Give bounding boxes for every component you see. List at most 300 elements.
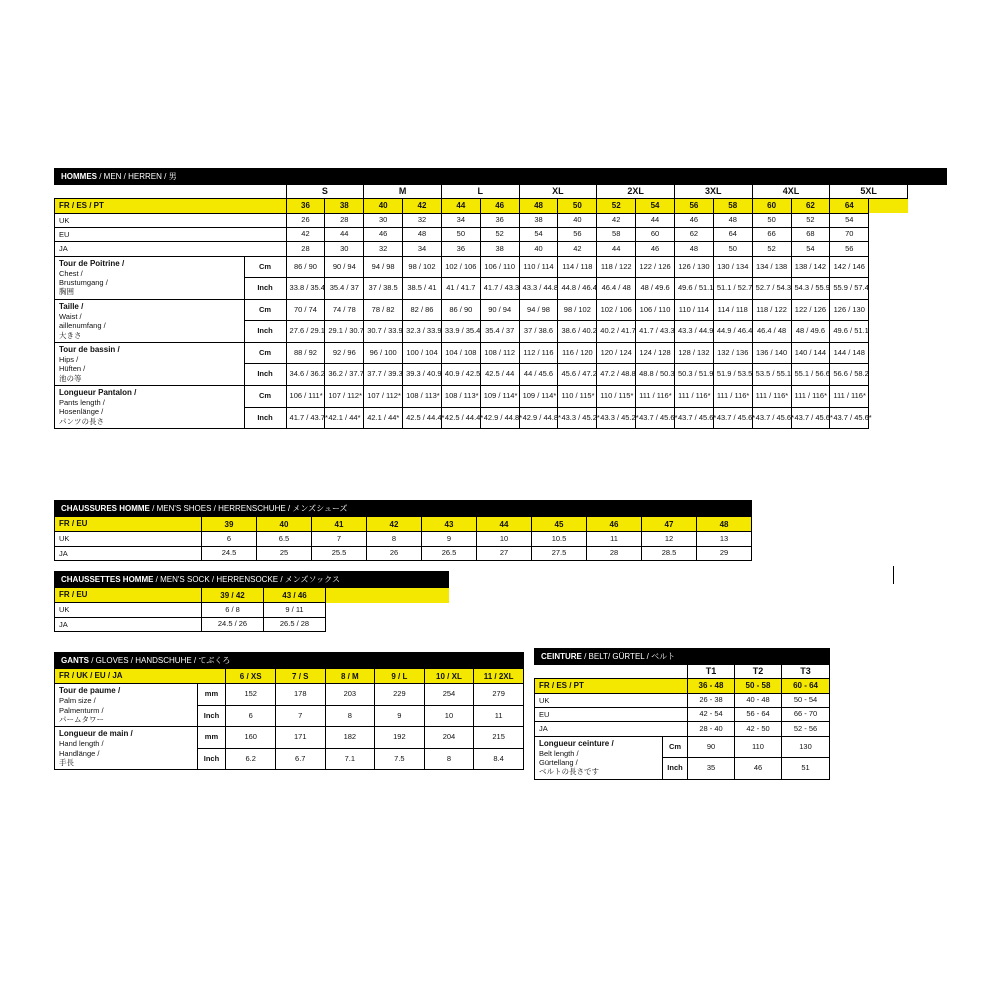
men-measure-hips-cm (55, 342, 947, 364)
cell: 58 (597, 227, 636, 241)
cell: 30 (325, 242, 364, 256)
cell: 43.3 / 44.8 (519, 278, 558, 300)
label-line: Palmenturm / (59, 705, 104, 715)
cell: 8 (367, 532, 422, 546)
unit-inch: Inch (244, 364, 286, 386)
cell: 107 / 112* (325, 386, 364, 408)
label-line: 池の等 (59, 373, 82, 383)
label-line: Brustumgang / (59, 278, 108, 288)
unit-cm: Cm (244, 386, 286, 408)
cell: 11 / 2XL (474, 669, 524, 684)
cell: 106 / 111* (286, 386, 325, 408)
cell: 6 (226, 705, 276, 727)
mens-shoes-table-block (54, 500, 751, 561)
cell: 54 (519, 227, 558, 241)
belt-table (534, 648, 830, 780)
cell: 9 (422, 532, 477, 546)
men-header-cell (55, 169, 947, 185)
cell: 122 / 126 (636, 256, 675, 278)
cell: 106 / 110 (636, 299, 675, 321)
cell: 111 / 116* (674, 386, 713, 408)
size-group-4xl: 4XL (752, 185, 830, 198)
spacer (869, 242, 908, 256)
cell: 56 - 64 (735, 707, 782, 721)
measure-label-hips (55, 342, 245, 385)
label-line: Taille / (59, 301, 84, 311)
cell: 37.7 / 39.3 (364, 364, 403, 386)
cell: 110 / 115* (597, 386, 636, 408)
men-measure-waist-cm (55, 299, 947, 321)
spacer (326, 588, 449, 603)
gloves-table (54, 652, 524, 770)
cell: 42.5 / 44 (480, 364, 519, 386)
cell: 10.5 (532, 532, 587, 546)
cell: 25 (257, 546, 312, 560)
cell: 55.1 / 56.6 (791, 364, 830, 386)
spacer (869, 278, 908, 300)
belt-row-ja (535, 722, 830, 736)
cell: 50 (558, 198, 597, 213)
cell: 51 (782, 758, 830, 780)
stray-mark (893, 566, 894, 584)
cell: 66 (752, 227, 791, 241)
cell: 41 (312, 517, 367, 532)
cell: 7 (275, 705, 325, 727)
men-header-band (55, 169, 947, 185)
cell: 42.5 / 44.4* (441, 407, 480, 429)
cell: 86 / 90 (286, 256, 325, 278)
cell: 36 (480, 213, 519, 227)
cell: 132 / 136 (713, 342, 752, 364)
belt-row-uk (535, 693, 830, 707)
men-size-group-row (55, 185, 947, 198)
size-group-xl: XL (519, 185, 597, 198)
cell: 6 / 8 (202, 603, 264, 617)
cell: 134 / 138 (752, 256, 791, 278)
cell: 52 (597, 198, 636, 213)
cell: 8.4 (474, 748, 524, 770)
cell: 54 (791, 242, 830, 256)
cell: 44 (477, 517, 532, 532)
cell: 42.1 / 44* (364, 407, 403, 429)
cell: 28 (286, 242, 325, 256)
gloves-title-rest: / GLOVES / HANDSCHUHE / てぶくろ (89, 656, 231, 665)
cell: 43.7 / 45.6* (791, 407, 830, 429)
men-size-table (54, 168, 947, 429)
row-label: FR / EU (55, 588, 202, 603)
cell: 42.9 / 44.8* (480, 407, 519, 429)
belt-tier-t2: T2 (735, 665, 782, 678)
cell: 38 (519, 213, 558, 227)
cell: 26 (367, 546, 422, 560)
cell: 107 / 112* (364, 386, 403, 408)
cell: 128 / 132 (674, 342, 713, 364)
cell: 111 / 116* (636, 386, 675, 408)
cell: 40 (257, 517, 312, 532)
cell: 42 (367, 517, 422, 532)
shoes-row-uk (55, 532, 752, 546)
cell: 192 (375, 727, 425, 749)
cell: 41 / 41.7 (441, 278, 480, 300)
cell: 42.5 / 44.4* (403, 407, 442, 429)
cell: 48 (697, 517, 752, 532)
cell: 40.9 / 42.5 (441, 364, 480, 386)
cell: 92 / 96 (325, 342, 364, 364)
cell: 40 (364, 198, 403, 213)
unit-inch: Inch (197, 748, 226, 770)
cell: 46 (480, 198, 519, 213)
cell: 7.1 (325, 748, 375, 770)
gloves-title-fr: GANTS (61, 656, 89, 665)
unit-inch: Inch (663, 758, 688, 780)
cell: 6.5 (257, 532, 312, 546)
spacer (326, 617, 449, 631)
cell: 42 (403, 198, 442, 213)
belt-title-fr: CEINTURE (541, 652, 582, 661)
cell: 28 (325, 213, 364, 227)
socks-header-band (55, 572, 449, 588)
measure-label-belt-length (535, 736, 663, 779)
cell: 102 / 106 (597, 299, 636, 321)
spacer (869, 321, 908, 343)
cell: 43 (422, 517, 477, 532)
belt-tier-t1: T1 (688, 665, 735, 678)
cell: 48 (713, 213, 752, 227)
cell: 130 / 134 (713, 256, 752, 278)
cell: 96 / 100 (364, 342, 403, 364)
cell: 104 / 108 (441, 342, 480, 364)
row-label: UK (55, 603, 202, 617)
cell: 108 / 113* (403, 386, 442, 408)
cell: 34 (441, 213, 480, 227)
cell: 26.5 / 28 (264, 617, 326, 631)
label-line: Hips / (59, 354, 79, 364)
cell: 50 - 58 (735, 678, 782, 693)
cell: 50.3 / 51.9 (674, 364, 713, 386)
men-title-fr: HOMMES (61, 172, 97, 181)
cell: 52 (791, 213, 830, 227)
cell: 43.7 / 45.6* (830, 407, 869, 429)
cell: 44.8 / 46.4 (558, 278, 597, 300)
cell: 44 (441, 198, 480, 213)
cell: 34.6 / 36.2 (286, 364, 325, 386)
cell: 90 (688, 736, 735, 758)
spacer (244, 185, 286, 198)
socks-row-ja (55, 617, 449, 631)
cell: 7 / S (275, 669, 325, 684)
cell: 36.2 / 37.7 (325, 364, 364, 386)
cell: 7.5 (375, 748, 425, 770)
gloves-header-band (55, 653, 524, 669)
cell: 110 (735, 736, 782, 758)
spacer (869, 227, 908, 241)
belt-title-rest: / BELT/ GÜRTEL / ベルト (581, 652, 676, 661)
cell: 37 / 38.6 (519, 321, 558, 343)
shoes-header-band (55, 501, 752, 517)
label-line: Handlänge / (59, 748, 100, 758)
gloves-table-block (54, 652, 524, 770)
cell: 62 (674, 227, 713, 241)
cell: 70 (830, 227, 869, 241)
cell: 46 (364, 227, 403, 241)
men-row-ja (55, 242, 947, 256)
spacer (908, 185, 947, 198)
cell: 52 (480, 227, 519, 241)
spacer (55, 185, 245, 198)
cell: 53.5 / 55.1 (752, 364, 791, 386)
gloves-size-row (55, 669, 524, 684)
gloves-hand-mm (55, 727, 524, 749)
men-measure-pants-cm (55, 386, 947, 408)
men-size-table-block (54, 168, 947, 429)
cell: 48.8 / 50.3 (636, 364, 675, 386)
cell: 11 (587, 532, 642, 546)
spacer (869, 213, 908, 227)
cell: 44 (597, 242, 636, 256)
spacer (869, 198, 908, 213)
row-label: UK (55, 532, 202, 546)
cell: 126 / 130 (674, 256, 713, 278)
shoes-title-fr: CHAUSSURES HOMME (61, 504, 150, 513)
cell: 62 (791, 198, 830, 213)
cell: 43.7 / 45.6* (752, 407, 791, 429)
cell: 38 (480, 242, 519, 256)
cell: 111 / 116* (791, 386, 830, 408)
cell: 48 (674, 242, 713, 256)
cell: 98 / 102 (558, 299, 597, 321)
cell: 39 / 42 (202, 588, 264, 603)
cell: 88 / 92 (286, 342, 325, 364)
cell: 106 / 110 (480, 256, 519, 278)
size-group-m: M (364, 185, 442, 198)
cell: 51.9 / 53.5 (713, 364, 752, 386)
cell: 46 (587, 517, 642, 532)
cell: 60 (636, 227, 675, 241)
men-row-eu (55, 227, 947, 241)
cell: 114 / 118 (713, 299, 752, 321)
cell: 90 / 94 (325, 256, 364, 278)
cell: 10 / XL (424, 669, 474, 684)
gloves-palm-mm (55, 684, 524, 706)
unit-inch: Inch (197, 705, 226, 727)
cell: 39.3 / 40.9 (403, 364, 442, 386)
mens-socks-table (54, 571, 449, 632)
cell: 43 / 46 (264, 588, 326, 603)
cell: 27 (477, 546, 532, 560)
cell: 50 (441, 227, 480, 241)
spacer (663, 665, 688, 678)
cell: 27.6 / 29.1 (286, 321, 325, 343)
cell: 46.4 / 48 (597, 278, 636, 300)
cell: 38.6 / 40.2 (558, 321, 597, 343)
cell: 35.4 / 37 (325, 278, 364, 300)
row-label: UK (55, 213, 287, 227)
cell: 50 - 54 (782, 693, 830, 707)
spacer (869, 364, 908, 386)
label-line: Longueur de main / (59, 729, 133, 739)
row-label: FR / UK / EU / JA (55, 669, 226, 684)
cell: 56.6 / 58.2 (830, 364, 869, 386)
label-line: Tour de paume / (59, 686, 121, 696)
row-label: FR / EU (55, 517, 202, 532)
cell: 8 (325, 705, 375, 727)
socks-header-cell (55, 572, 449, 588)
cell: 12 (642, 532, 697, 546)
cell: 9 / L (375, 669, 425, 684)
label-line: Pants length / (59, 398, 105, 408)
belt-tier-row (535, 665, 830, 678)
unit-inch: Inch (244, 321, 286, 343)
row-label: UK (535, 693, 688, 707)
cell: 26 (286, 213, 325, 227)
cell: 124 / 128 (636, 342, 675, 364)
cell: 94 / 98 (519, 299, 558, 321)
cell: 114 / 118 (558, 256, 597, 278)
cell: 40 - 48 (735, 693, 782, 707)
cell: 56 (558, 227, 597, 241)
cell: 51.1 / 52.7 (713, 278, 752, 300)
cell: 45 (532, 517, 587, 532)
spacer (535, 665, 663, 678)
belt-tier-t3: T3 (782, 665, 830, 678)
cell: 108 / 113* (441, 386, 480, 408)
label-line: パンツの長さ (59, 416, 104, 426)
label-line: 胸囲 (59, 287, 74, 297)
cell: 40.2 / 41.7 (597, 321, 636, 343)
measure-label-palm-size (55, 684, 198, 727)
cell: 100 / 104 (403, 342, 442, 364)
cell: 136 / 140 (752, 342, 791, 364)
cell: 122 / 126 (791, 299, 830, 321)
cell: 142 / 146 (830, 256, 869, 278)
unit-cm: Cm (244, 299, 286, 321)
cell: 116 / 120 (558, 342, 597, 364)
cell: 171 (275, 727, 325, 749)
cell: 44 / 45.6 (519, 364, 558, 386)
cell: 48 (519, 198, 558, 213)
cell: 229 (375, 684, 425, 706)
row-label: FR / ES / PT (55, 198, 287, 213)
cell: 46 (636, 242, 675, 256)
label-line: Belt length / (539, 748, 579, 758)
socks-title-fr: CHAUSSETTES HOMME (61, 575, 154, 584)
cell: 28.5 (642, 546, 697, 560)
row-label: JA (535, 722, 688, 736)
unit-mm: mm (197, 684, 226, 706)
cell: 6 / XS (226, 669, 276, 684)
measure-label-waist (55, 299, 245, 342)
cell: 144 / 148 (830, 342, 869, 364)
cell: 24.5 / 26 (202, 617, 264, 631)
cell: 36 (286, 198, 325, 213)
cell: 35 (688, 758, 735, 780)
cell: 44.9 / 46.4 (713, 321, 752, 343)
cell: 42 (597, 213, 636, 227)
label-line: Gürtellang / (539, 758, 578, 768)
cell: 24.5 (202, 546, 257, 560)
belt-header-cell (535, 649, 830, 665)
cell: 279 (474, 684, 524, 706)
cell: 45.6 / 47.2 (558, 364, 597, 386)
cell: 90 / 94 (480, 299, 519, 321)
cell: 98 / 102 (403, 256, 442, 278)
cell: 29 (697, 546, 752, 560)
cell: 9 / 11 (264, 603, 326, 617)
cell: 8 / M (325, 669, 375, 684)
cell: 43.7 / 45.6* (713, 407, 752, 429)
cell: 6.2 (226, 748, 276, 770)
cell: 160 (226, 727, 276, 749)
cell: 60 (752, 198, 791, 213)
label-line: Chest / (59, 268, 83, 278)
cell: 37 / 38.5 (364, 278, 403, 300)
cell: 39 (202, 517, 257, 532)
cell: 94 / 98 (364, 256, 403, 278)
cell: 42 - 50 (735, 722, 782, 736)
cell: 47.2 / 48.8 (597, 364, 636, 386)
cell: 27.5 (532, 546, 587, 560)
cell: 8 (424, 748, 474, 770)
cell: 38 (325, 198, 364, 213)
cell: 110 / 114 (519, 256, 558, 278)
label-line: Longueur Pantalon / (59, 388, 137, 398)
shoes-row-ja (55, 546, 752, 560)
men-measure-chest-cm (55, 256, 947, 278)
label-line: Hosenlänge / (59, 407, 104, 417)
cell: 40 (519, 242, 558, 256)
cell: 41.7 / 43.3 (636, 321, 675, 343)
label-line: Hand length / (59, 739, 104, 749)
belt-header-band (535, 649, 830, 665)
cell: 254 (424, 684, 474, 706)
shoes-header-cell (55, 501, 752, 517)
unit-cm: Cm (244, 256, 286, 278)
cell: 203 (325, 684, 375, 706)
spacer (869, 386, 908, 408)
cell: 28 (587, 546, 642, 560)
men-title-rest: / MEN / HERREN / 男 (97, 172, 177, 181)
mens-shoes-table (54, 500, 752, 561)
cell: 43.7 / 45.6* (674, 407, 713, 429)
label-line: パームタワー (59, 714, 104, 724)
cell: 56 (674, 198, 713, 213)
cell: 111 / 116* (752, 386, 791, 408)
row-label: JA (55, 617, 202, 631)
cell: 64 (713, 227, 752, 241)
cell: 10 (424, 705, 474, 727)
cell: 70 / 74 (286, 299, 325, 321)
cell: 40 (558, 213, 597, 227)
spacer (326, 603, 449, 617)
cell: 49.6 / 51.1 (674, 278, 713, 300)
cell: 41.7 / 43.3 (480, 278, 519, 300)
cell: 30 (364, 213, 403, 227)
cell: 109 / 114* (480, 386, 519, 408)
cell: 11 (474, 705, 524, 727)
label-line: Longueur ceinture / (539, 738, 614, 748)
cell: 126 / 130 (830, 299, 869, 321)
cell: 44 (325, 227, 364, 241)
measure-label-hand-length (55, 727, 198, 770)
men-row-uk (55, 213, 947, 227)
cell: 28 - 40 (688, 722, 735, 736)
size-group-s: S (286, 185, 364, 198)
cell: 32 (403, 213, 442, 227)
belt-measure-cm (535, 736, 830, 758)
cell: 32.3 / 33.9 (403, 321, 442, 343)
cell: 52 (752, 242, 791, 256)
cell: 54 (830, 213, 869, 227)
